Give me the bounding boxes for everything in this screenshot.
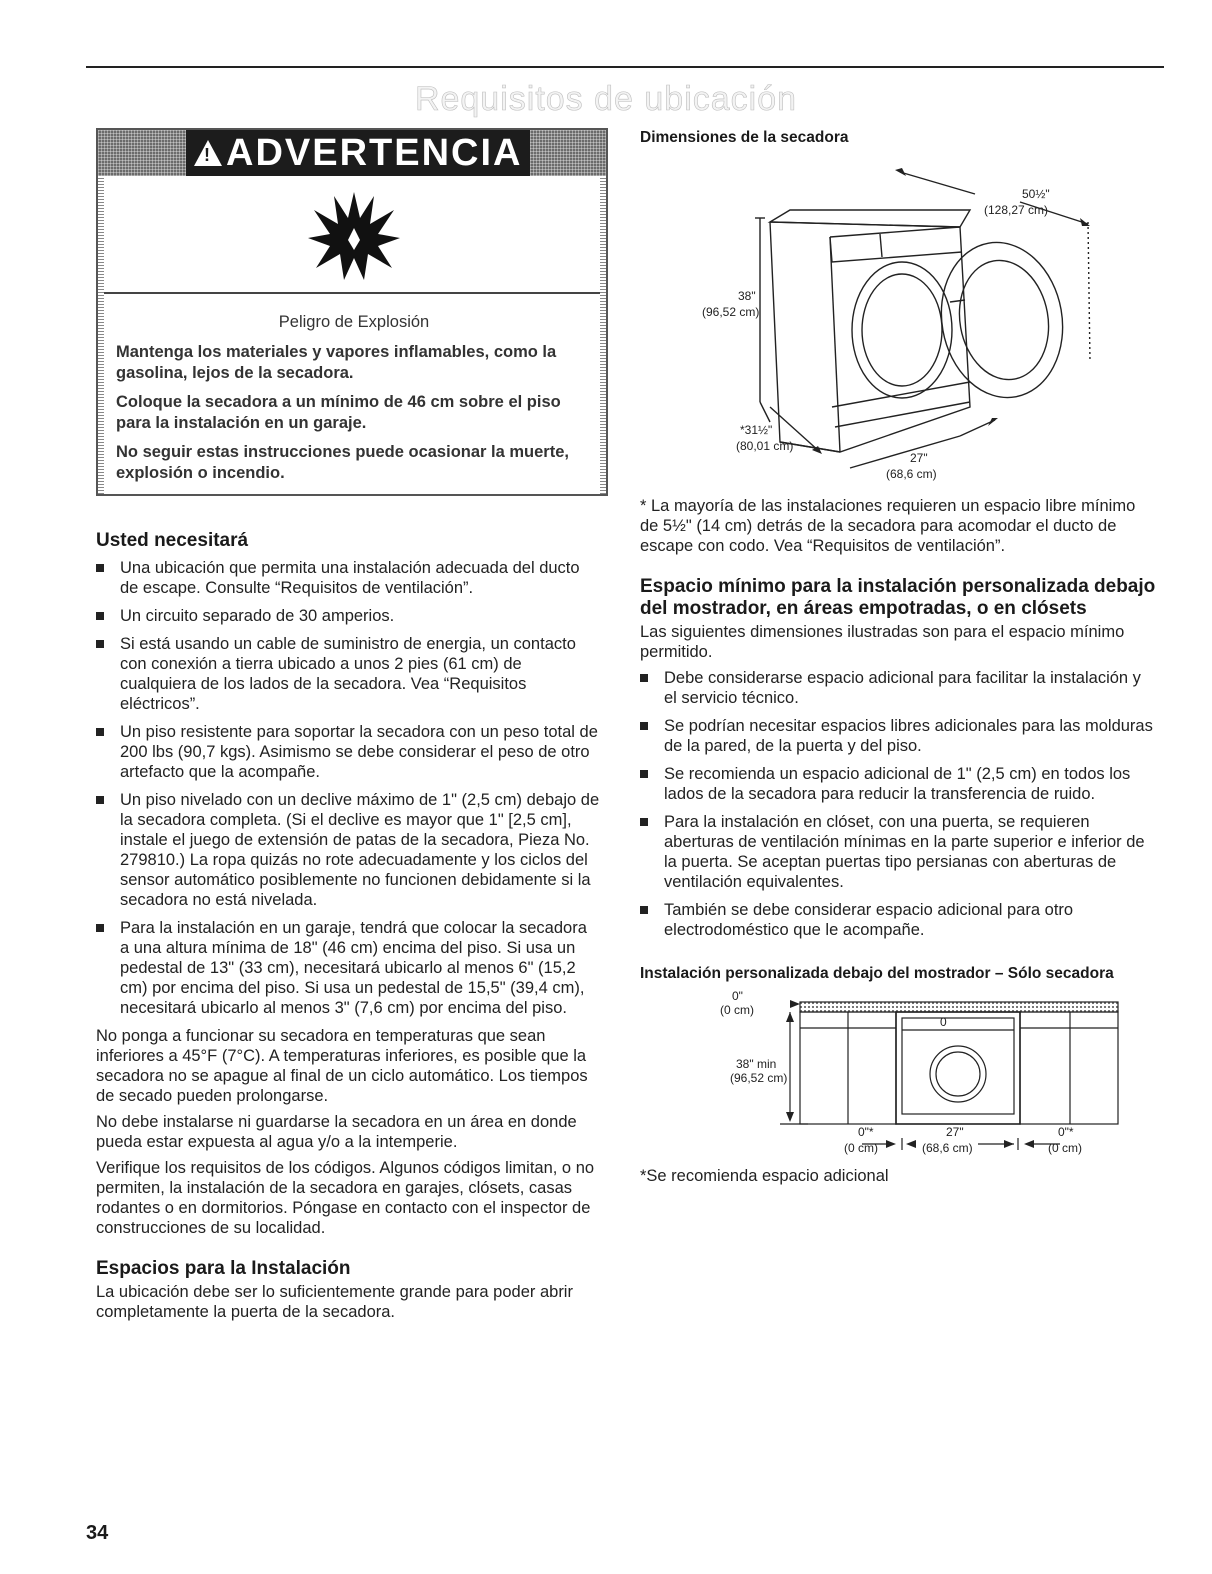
width-cm-label: (68,6 cm) <box>922 1141 973 1155</box>
warning-border-left <box>98 176 104 494</box>
width-open-cm-label: (128,27 cm) <box>984 203 1049 217</box>
custom-list <box>640 668 1156 940</box>
temperature-paragraph: No ponga a funcionar su secadora en temperaturas que sean inferiores a 45°F (7°C). A temperaturas inferiores, es posible que la secadora no se apague al final de un ciclo automático. Los tiempos de secado pueden prolongarse. <box>96 1027 588 1105</box>
list-item: Se podrían necesitar espacios libres adicionales para las molduras de la pared, de la puerta y del piso. <box>640 716 1156 756</box>
top-clearance-label: 0" <box>732 990 743 1003</box>
list-item: Para la instalación en un garaje, tendrá que colocar la secadora a una altura mínima de 18" (46 cm) encima del piso. Si usa un pedestal de 13" (33 cm), necesitará ubicarlo al menos 6" (15,2 cm) por encima del piso. Si usa un pedestal de 15,5" (39,4 cm), necesitará ubicarlo al menos 3" (7,6 cm) por encima del piso. <box>96 918 600 1018</box>
left-clearance-cm-label: (0 cm) <box>844 1141 878 1155</box>
undercounter-heading: Instalación personalizada debajo del mostrador – Sólo secadora <box>640 965 1114 982</box>
list-item: También se debe considerar espacio adicional para otro electrodoméstico que le acompañe. <box>640 900 1156 940</box>
list-item: Un circuito separado de 30 amperios. <box>96 606 600 626</box>
water-paragraph: No debe instalarse ni guardarse la secadora en un área en donde pueda estar expuesta al agua y/o a la intemperie. <box>96 1113 577 1151</box>
bullet-icon <box>96 612 104 620</box>
warning-header-label <box>186 130 530 176</box>
spaces-heading: Espacios para la Instalación <box>96 1258 351 1279</box>
height-label: 38" <box>738 289 756 303</box>
custom-heading: Espacio mínimo para la instalación personalizada debajo del mostrador, en áreas empotradas, o en clósets <box>640 576 1156 619</box>
need-list <box>96 558 600 1018</box>
width-open-label: 50½" <box>1022 187 1050 201</box>
warning-border-right <box>600 176 606 494</box>
width-cm-label: (68,6 cm) <box>886 467 937 481</box>
height-min-cm-label: (96,52 cm) <box>730 1071 788 1085</box>
top-clearance-cm-label: (0 cm) <box>720 1003 754 1017</box>
need-heading: Usted necesitará <box>96 530 249 551</box>
page-title: Requisitos de ubicación <box>414 80 798 118</box>
explosion-icon <box>304 188 404 284</box>
bullet-icon <box>96 564 104 572</box>
top-rule <box>86 66 1164 68</box>
right-clearance-label: 0"* <box>1058 1125 1074 1139</box>
list-item: Para la instalación en clóset, con una puerta, se requieren aberturas de ventilación mínimas en la parte superior e inferior de la puerta. Se aceptan puertas tipo persianas con aberturas de ventilación equivalentes. <box>640 812 1156 892</box>
warning-header <box>98 130 606 176</box>
dimensions-heading: Dimensiones de la secadora <box>640 129 849 146</box>
bullet-icon <box>640 722 648 730</box>
dryer-dimensions-diagram <box>640 152 1160 492</box>
undercounter-note: *Se recomienda espacio adicional <box>640 1167 889 1185</box>
height-min-label: 38" min <box>736 1057 777 1071</box>
warning-triangle-icon <box>194 140 222 166</box>
list-item: Debe considerarse espacio adicional para facilitar la instalación y el servicio técnico. <box>640 668 1156 708</box>
width-label: 27" <box>946 1125 964 1139</box>
left-column <box>96 128 606 1328</box>
bullet-icon <box>640 674 648 682</box>
list-item: Si está usando un cable de suministro de energia, un contacto con conexión a tierra ubicado a unos 2 pies (61 cm) de cualquiera de los lados de la secadora. Vea “Requisitos eléctricos”. <box>96 634 600 714</box>
right-column <box>640 128 1160 1192</box>
bullet-icon <box>640 770 648 778</box>
bullet-icon <box>96 796 104 804</box>
list-item: Se recomienda un espacio adicional de 1" (2,5 cm) en todos los lados de la secadora para reducir la transferencia de ruido. <box>640 764 1156 804</box>
depth-cm-label: (80,01 cm) <box>736 439 794 453</box>
warning-text-1: Mantenga los materiales y vapores inflamables, como la gasolina, lejos de la secadora. <box>116 343 557 382</box>
bullet-icon <box>96 640 104 648</box>
bullet-icon <box>640 906 648 914</box>
left-clearance-label: 0"* <box>858 1125 874 1139</box>
custom-intro: Las siguientes dimensiones ilustradas son para el espacio mínimo permitido. <box>640 623 1125 661</box>
spaces-paragraph: La ubicación debe ser lo suficientemente grande para poder abrir completamente la puerta de la secadora. <box>96 1283 573 1321</box>
door-label: 0 <box>940 1015 947 1029</box>
codes-paragraph: Verifique los requisitos de los códigos. Algunos códigos limitan, o no permiten, la instalación de la secadora en garajes, clósets, casas rodantes o en dormitorios. Póngase en contacto con el inspector de construcciones de su localidad. <box>96 1159 595 1237</box>
list-item: Una ubicación que permita una instalación adecuada del ducto de escape. Consulte “Requisitos de ventilación”. <box>96 558 600 598</box>
warning-header-text: ADVERTENCIA <box>226 132 523 174</box>
warning-box <box>96 128 608 496</box>
warning-text-2: Coloque la secadora a un mínimo de 46 cm sobre el piso para la instalación en un garaje. <box>116 393 561 432</box>
depth-label: *31½" <box>740 423 773 437</box>
list-item: Un piso nivelado con un declive máximo de 1" (2,5 cm) debajo de la secadora completa. (Si el declive es mayor que 1" [2,5 cm], instale el juego de extensión de patas de la secadora, Pieza No. 279810.) La ropa quizás no rote adecuadamente y los ciclos del sensor automático posiblemente no funcionen debidamente si la secadora no está nivelada. <box>96 790 600 910</box>
bullet-icon <box>96 924 104 932</box>
page-number: 34 <box>86 1522 109 1544</box>
list-item: Un piso resistente para soportar la secadora con un peso total de 200 lbs (90,7 kgs). Asimismo se debe considerar el peso de otro artefacto que la acompañe. <box>96 722 600 782</box>
bullet-icon <box>96 728 104 736</box>
height-cm-label: (96,52 cm) <box>702 305 760 319</box>
bullet-icon <box>640 818 648 826</box>
width-label: 27" <box>910 451 928 465</box>
warning-divider <box>104 292 600 294</box>
right-clearance-cm-label: (0 cm) <box>1048 1141 1082 1155</box>
warning-text-3: No seguir estas instrucciones puede ocasionar la muerte, explosión o incendio. <box>116 443 569 482</box>
undercounter-diagram <box>640 990 1160 1160</box>
dimensions-note: * La mayoría de las instalaciones requieren un espacio libre mínimo de 5½" (14 cm) detrás de la secadora para acomodar el ducto de escape con codo. Vea “Requisitos de ventilación”. <box>640 497 1136 555</box>
warning-hazard-title: Peligro de Explosión <box>278 313 430 331</box>
